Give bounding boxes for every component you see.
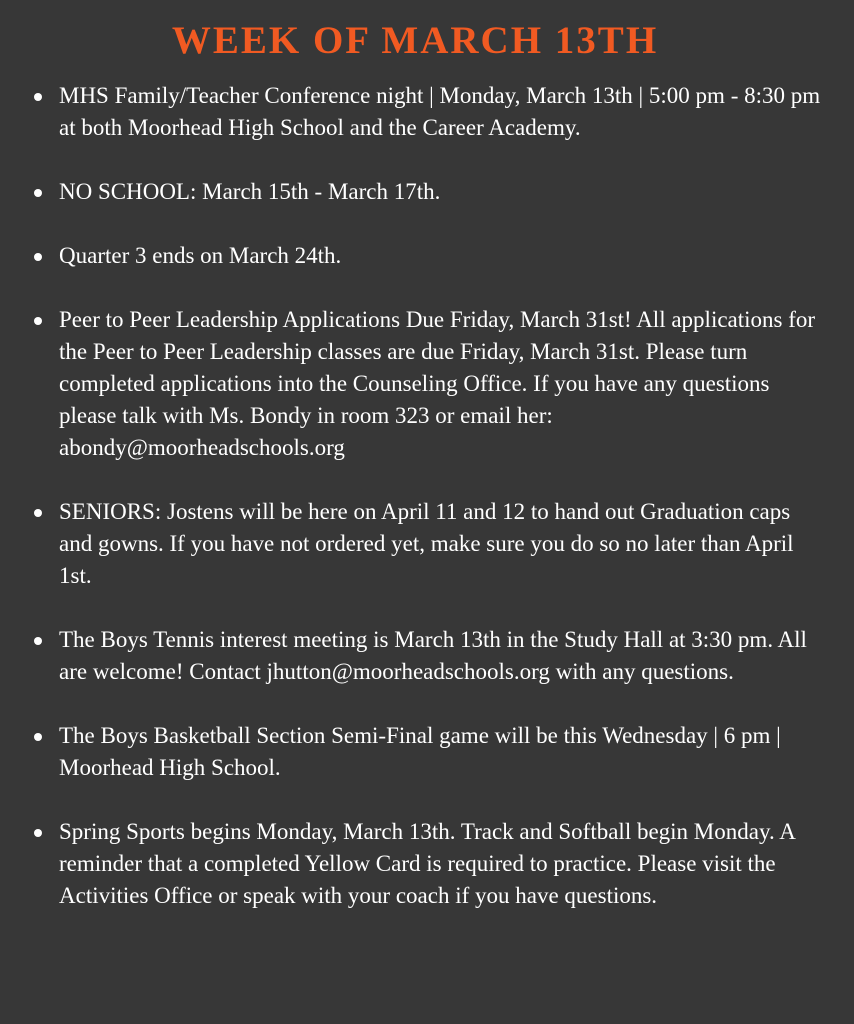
list-item bbox=[0, 240, 854, 272]
bullet-icon bbox=[34, 317, 42, 325]
page-title: WEEK OF MARCH 13TH bbox=[171, 19, 659, 62]
bullet-icon bbox=[34, 637, 42, 645]
list-item bbox=[0, 80, 854, 144]
list-item bbox=[0, 496, 854, 592]
bullet-icon bbox=[34, 253, 42, 261]
bullet-icon bbox=[34, 509, 42, 517]
list-item-text: MHS Family/Teacher Conference night | Monday, March 13th | 5:00 pm - 8:30 pm at both Moorhead High School and the Career Academy. bbox=[59, 83, 821, 140]
list-item bbox=[0, 720, 854, 784]
bullet-icon bbox=[34, 93, 42, 101]
list-item bbox=[0, 816, 854, 912]
bullet-icon bbox=[34, 829, 42, 837]
list-item bbox=[0, 624, 854, 688]
bullet-icon bbox=[34, 189, 42, 197]
list-item-text: The Boys Tennis interest meeting is March 13th in the Study Hall at 3:30 pm. All are welcome! Contact jhutton@moorheadschools.org with any questions. bbox=[59, 627, 807, 684]
list-item-text: Peer to Peer Leadership Applications Due Friday, March 31st! All applications for the Peer to Peer Leadership classes are due Friday, March 31st. Please turn completed applications into the Counseling Office. If you have any questions please talk with Ms. Bondy in room 323 or email her: abondy@moorheadschools.org bbox=[59, 307, 816, 460]
list-item-text: Spring Sports begins Monday, March 13th. Track and Softball begin Monday. A reminder that a completed Yellow Card is required to practice. Please visit the Activities Office or speak with your coach if you have questions. bbox=[59, 819, 795, 908]
list-item-text: SENIORS: Jostens will be here on April 11 and 12 to hand out Graduation caps and gowns. If you have not ordered yet, make sure you do so no later than April 1st. bbox=[59, 499, 794, 588]
bullet-icon bbox=[34, 733, 42, 741]
announcement-list bbox=[0, 80, 854, 944]
list-item-text: NO SCHOOL: March 15th - March 17th. bbox=[59, 179, 441, 204]
list-item-text: Quarter 3 ends on March 24th. bbox=[59, 243, 342, 268]
list-item bbox=[0, 304, 854, 464]
list-item-text: The Boys Basketball Section Semi-Final game will be this Wednesday | 6 pm | Moorhead High School. bbox=[59, 723, 781, 780]
list-item bbox=[0, 176, 854, 208]
